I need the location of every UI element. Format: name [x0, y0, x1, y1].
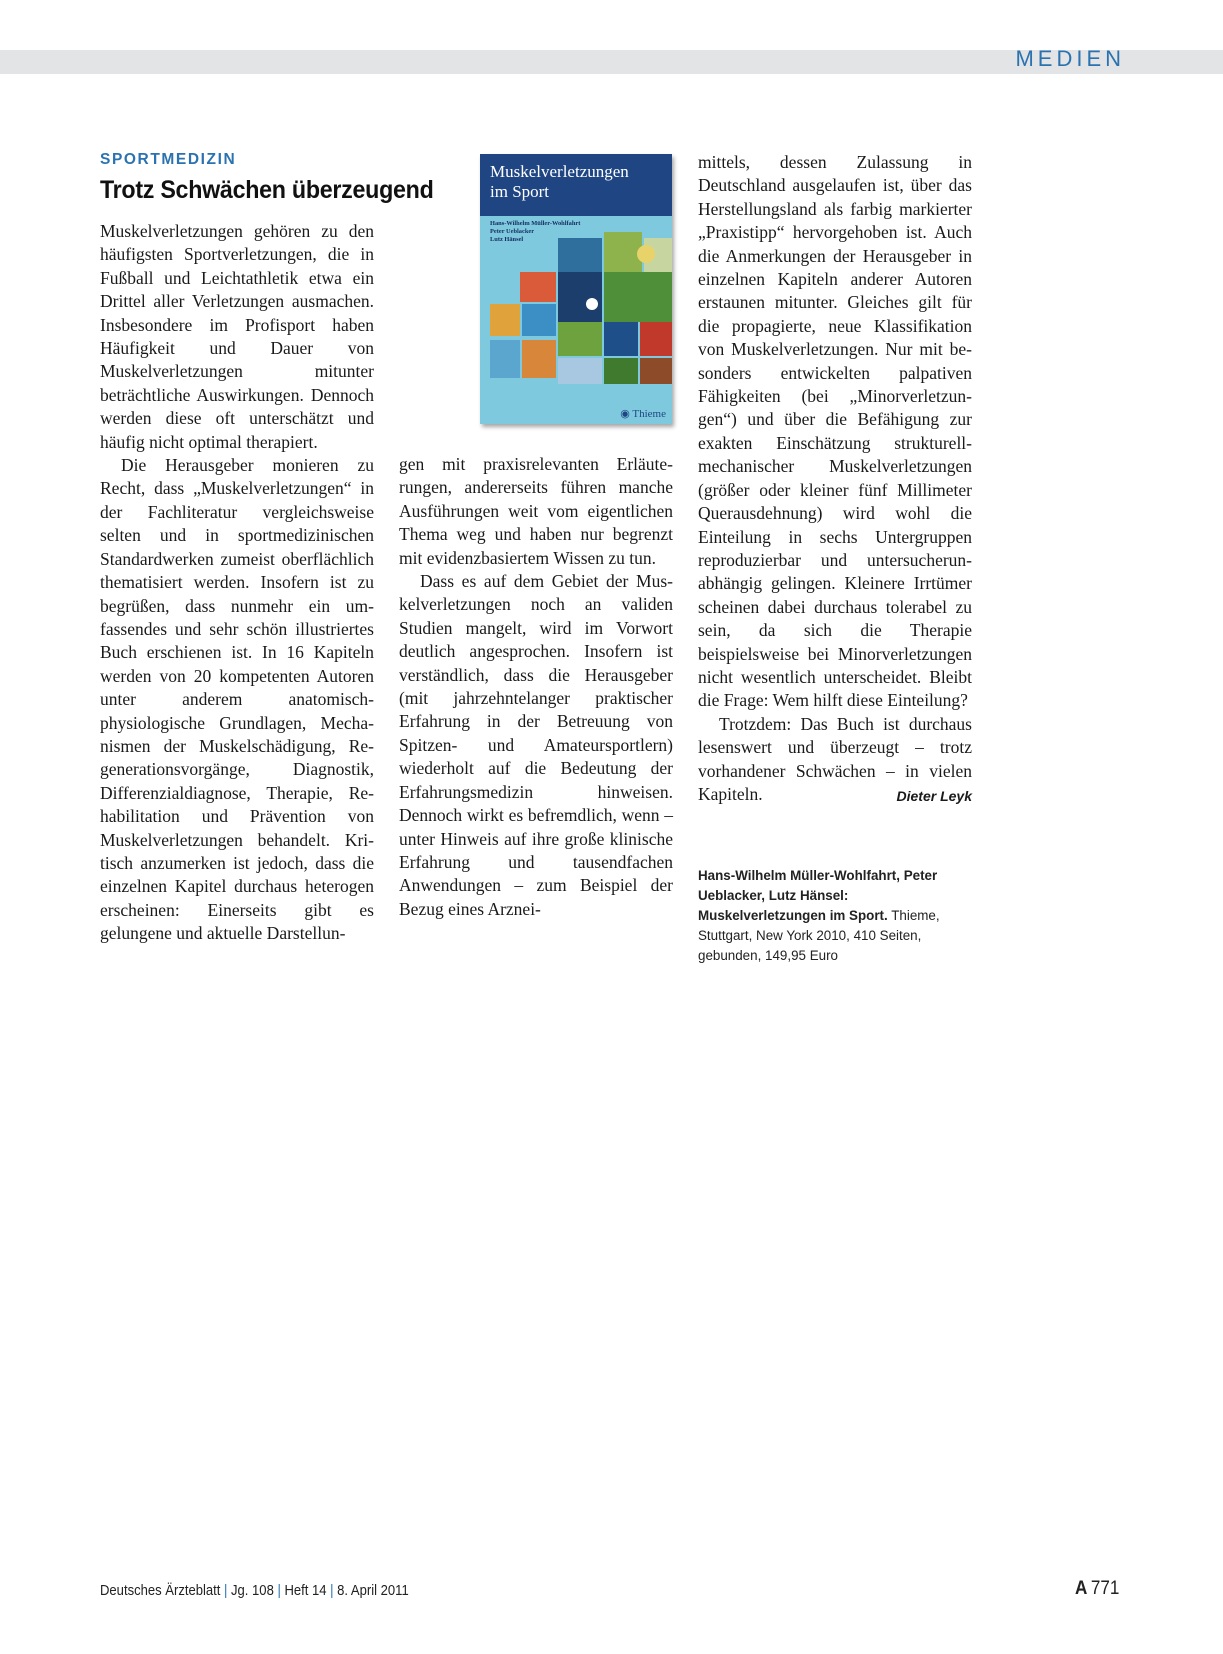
footer-separator: |: [330, 1583, 334, 1599]
footer-separator: |: [277, 1583, 281, 1599]
cover-title-line: im Sport: [490, 182, 550, 201]
journal-volume: Jg. 108: [231, 1583, 274, 1599]
publisher-logo-icon: ◉: [620, 408, 630, 420]
book-cover: [480, 154, 672, 424]
section-label: MEDIEN: [1015, 46, 1125, 71]
journal-issue: Heft 14: [284, 1583, 327, 1599]
book-info: [698, 866, 978, 966]
footer-separator: |: [224, 1583, 228, 1599]
cover-publisher: [620, 407, 666, 420]
cover-title-line: Muskelverletzungen: [490, 162, 629, 181]
book-authors-title: Hans-Wilhelm Müller-Wohlfahrt, Peter Ueblacker, Lutz Hänsel: Muskelverletzungen im Sport.: [698, 868, 938, 923]
paragraph: Muskelverletzungen gehören zu den häufigsten Sportverletzungen, die in Fußball und Leichtathletik etwa ein Drittel aller Verletzungen ausmachen. Insbesondere im Profisport haben Häufigkeit und Dauer von Muskelverletzungen mitunter beträchtliche Auswirkungen. Dennoch werden diese oft unterschätzt und häufig nicht optimal therapiert.: [100, 221, 374, 452]
author-name: Dieter Leyk: [896, 787, 972, 804]
paragraph: Die Herausgeber monieren zu Recht, dass „Muskelverletzungen“ in der Fachliteratur vergleichsweise selten und in sportmedizinischen Standardwerken zumeist oberflächlich thematisiert werden. Insofern ist zu begrüßen, dass nunmehr ein umfassendes und sehr schön illustriertes Buch erschienen ist. In 16 Kapiteln werden von 20 kompetenten Autoren unter anderem anatomisch-physiologische Grundlagen, Mechanismen der Muskelschädigung, Regenerationsvorgänge, Diagnostik, Differenzialdiagnose, Therapie, Rehabilitation und Prävention von Muskelverletzungen behandelt. Kritisch anzumerken ist jedoch, dass die einzelnen Kapitel durchaus heterogen erscheinen: Einerseits gibt es gelungene und aktuelle Darstellun-: [100, 455, 374, 944]
cover-author: Hans-Wilhelm Müller-Wohlfahrt: [490, 220, 581, 227]
paragraph-text: Trotzdem: Das Buch ist durchaus lesenswert und überzeugt – trotz vorhandener Schwächen – in vielen Kapiteln.: [698, 713, 972, 804]
paragraph: mittels, dessen Zulassung in Deutschland ausgelaufen ist, über das Herstellungsland als farbig markierter „Praxistipp“ hervorgehoben ist. Auch die Anmerkungen der Herausgeber in einzelnen Kapiteln anderer Autoren erstaunen mitunter. Gleiches gilt für die propagierte, neue Klassifikation von Muskelverletzungen. Nur mit besonders entwickelten palpativen Fähigkeiten (bei „Minorverletzungen“) und über die Befähigung zur exakten Einschätzung strukturell-mechanischer Muskelverletzungen (größer oder kleiner fünf Millimeter Querausdehnung) wird wohl die Einteilung in sechs Untergruppen reproduzierbar und untersucherunabhängig gelingen. Kleinere Irrtümer scheinen dabei durchaus tolerabel zu sein, da sich die Therapie beispielsweise bei Minorverletzungen nicht wesentlich unterscheidet. Bleibt die Frage: Wem hilft diese Einteilung?: [698, 152, 972, 711]
article-kicker: SPORTMEDIZIN: [100, 151, 237, 168]
cover-author: Peter Ueblacker: [490, 228, 535, 235]
article-title: Trotz Schwächen überzeugend: [100, 176, 434, 204]
issue-date: 8. April 2011: [337, 1583, 409, 1599]
cover-author: Lutz Hänsel: [490, 236, 524, 243]
page-footer: [100, 1583, 409, 1599]
publisher-name: Thieme: [632, 408, 666, 420]
article-column-1: [100, 220, 374, 946]
page-number: [1075, 1578, 1119, 1600]
paragraph: Dass es auf dem Gebiet der Muskelverletzungen noch an validen Studien mangelt, wird im Vorwort deutlich angesprochen. Insofern ist verständlich, dass die Herausgeber (mit jahrzehntelanger praktischer Erfahrung in der Betreuung von Spitzen- und Amateursportlern) wiederholt auf die Bedeutung der Erfahrungsmedizin hinweisen. Dennoch wirkt es befremdlich, wenn – unter Hinweis auf ihre große klinische Erfahrung und tausendfachen Anwendungen – zum Beispiel der Bezug eines Arznei-: [399, 571, 673, 919]
paragraph-final: [698, 713, 972, 807]
page-prefix: A: [1074, 1578, 1087, 1599]
book-details: Thieme, Stuttgart, New York 2010, 410 Seiten, gebunden, 149,95 Euro: [698, 908, 940, 963]
cover-photo-collage: [480, 154, 672, 424]
page-number-value: 771: [1090, 1578, 1119, 1599]
journal-name: Deutsches Ärzteblatt: [100, 1583, 221, 1599]
paragraph: gen mit praxisrelevanten Erläuterungen, andererseits führen manche Ausführungen weit vom eigentlichen Thema weg und haben nur begrenzt mit evidenzbasiertem Wissen zu tun.: [399, 454, 673, 568]
article-column-2: [399, 453, 673, 921]
article-column-3: [698, 151, 972, 808]
